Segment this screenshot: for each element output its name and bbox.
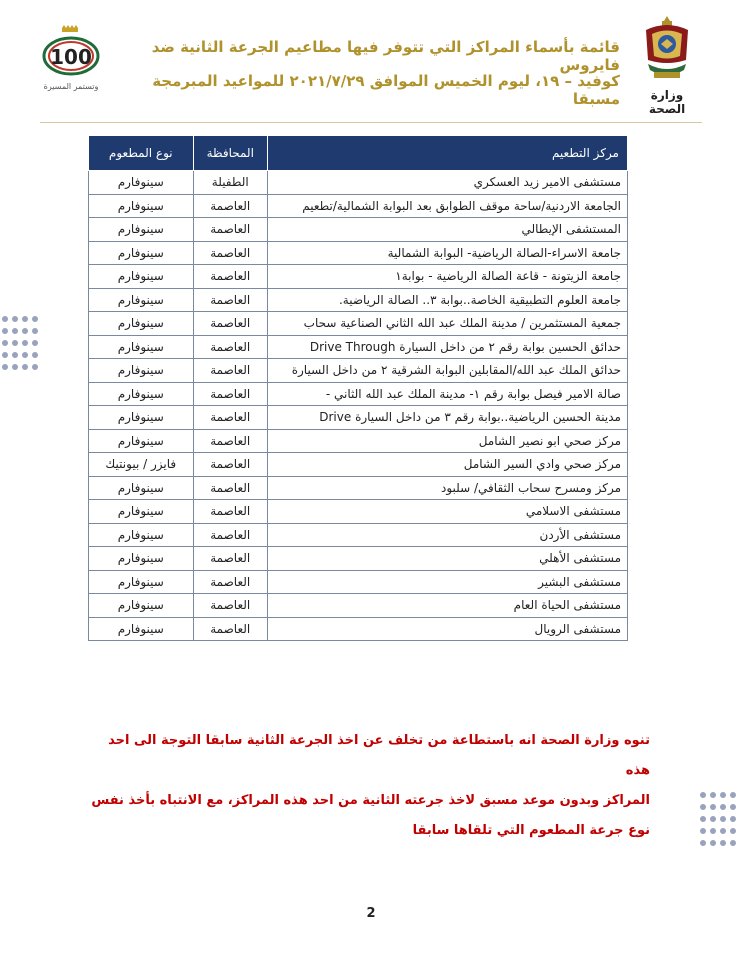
dot	[710, 840, 716, 846]
page-title-line1: قائمة بأسماء المراكز التي تتوفر فيها مطاعيم الجرعة الثانية ضد فايروس	[151, 38, 620, 74]
page-title-line2: كوفيد – ١٩، ليوم الخميس الموافق ٢٠٢١/٧/٢٩ للمواعيد المبرمجة مسبقا	[152, 72, 620, 108]
dot	[2, 364, 8, 370]
cell-center: مركز صحي ابو نصير الشامل	[267, 429, 627, 453]
cell-center: مركز ومسرح سحاب الثقافي/ سلبود	[267, 476, 627, 500]
table-header-row	[89, 136, 628, 171]
dot	[700, 816, 706, 822]
dot	[32, 340, 38, 346]
dot	[2, 352, 8, 358]
dot	[2, 328, 8, 334]
centennial-logo	[40, 24, 102, 92]
cell-governorate: العاصمة	[193, 359, 267, 383]
cell-vaccine: سينوفارم	[89, 335, 194, 359]
cell-vaccine: سينوفارم	[89, 406, 194, 430]
table-row	[89, 453, 628, 477]
cell-vaccine: سينوفارم	[89, 523, 194, 547]
header-center: مركز التطعيم	[267, 136, 627, 171]
cell-center: مستشفى الاسلامي	[267, 500, 627, 524]
table-row	[89, 312, 628, 336]
cell-center: حدائق الملك عبد الله/المقابلين البوابة الشرقية ٢ من داخل السيارة	[267, 359, 627, 383]
dot	[700, 792, 706, 798]
table-row	[89, 547, 628, 571]
cell-governorate: العاصمة	[193, 500, 267, 524]
table-row	[89, 194, 628, 218]
dot	[22, 328, 28, 334]
cell-vaccine: سينوفارم	[89, 547, 194, 571]
cell-vaccine: سينوفارم	[89, 171, 194, 195]
dot	[12, 316, 18, 322]
dot	[32, 316, 38, 322]
cell-governorate: العاصمة	[193, 335, 267, 359]
cell-governorate: العاصمة	[193, 547, 267, 571]
notice-line2: المراكز وبدون موعد مسبق لاخذ جرعته الثانية من احد هذه المراكز، مع الانتباه بأخذ نفس	[91, 793, 650, 808]
header-governorate: المحافظة	[193, 136, 267, 171]
cell-governorate: العاصمة	[193, 594, 267, 618]
dot	[730, 840, 736, 846]
table-row	[89, 218, 628, 242]
cell-center: الجامعة الاردنية/ساحة موقف الطوابق بعد البوابة الشمالية/تطعيم	[267, 194, 627, 218]
cell-center: جامعة الاسراء-الصالة الرياضية- البوابة الشمالية	[267, 241, 627, 265]
cell-governorate: العاصمة	[193, 218, 267, 242]
dot	[720, 816, 726, 822]
vaccination-centers-table	[88, 135, 628, 641]
notice-line3: نوع جرعة المطعوم التي تلقاها سابقا	[412, 823, 650, 838]
cell-center: مستشفى الحياة العام	[267, 594, 627, 618]
dot	[12, 364, 18, 370]
dot	[32, 364, 38, 370]
cell-center: مستشفى الرويال	[267, 617, 627, 641]
cell-vaccine: سينوفارم	[89, 617, 194, 641]
centennial-tagline: وتستمر المسيرة	[43, 82, 99, 91]
page-header	[0, 0, 742, 125]
dot	[22, 316, 28, 322]
cell-center: مدينة الحسين الرياضية..بوابة رقم ٣ من داخل السيارة Drive	[267, 406, 627, 430]
table-row	[89, 359, 628, 383]
cell-center: جامعة الزيتونة - قاعة الصالة الرياضية - بوابة١	[267, 265, 627, 289]
dot	[730, 792, 736, 798]
cell-governorate: العاصمة	[193, 265, 267, 289]
page-number: 2	[366, 906, 376, 921]
cell-vaccine: سينوفارم	[89, 241, 194, 265]
table-row	[89, 265, 628, 289]
dot	[22, 352, 28, 358]
cell-vaccine: سينوفارم	[89, 594, 194, 618]
cell-governorate: الطفيلة	[193, 171, 267, 195]
cell-governorate: العاصمة	[193, 453, 267, 477]
cell-governorate: العاصمة	[193, 429, 267, 453]
cell-vaccine: سينوفارم	[89, 265, 194, 289]
centennial-emblem-icon	[40, 24, 102, 78]
dot	[730, 816, 736, 822]
table-row	[89, 382, 628, 406]
cell-governorate: العاصمة	[193, 476, 267, 500]
dot	[12, 352, 18, 358]
dot	[700, 840, 706, 846]
cell-governorate: العاصمة	[193, 570, 267, 594]
dot	[22, 340, 28, 346]
cell-vaccine: سينوفارم	[89, 218, 194, 242]
centennial-number: 100	[50, 45, 92, 69]
cell-governorate: العاصمة	[193, 241, 267, 265]
header-divider	[40, 122, 702, 123]
cell-vaccine: سينوفارم	[89, 288, 194, 312]
table-row	[89, 594, 628, 618]
dot	[12, 328, 18, 334]
table-row	[89, 570, 628, 594]
table-row	[89, 406, 628, 430]
ministry-logo	[634, 14, 700, 116]
notice-text	[90, 726, 650, 846]
table-row	[89, 171, 628, 195]
cell-governorate: العاصمة	[193, 382, 267, 406]
cell-vaccine: سينوفارم	[89, 500, 194, 524]
cell-center: جامعة العلوم التطبيقية الخاصة..بوابة ٣.. الصالة الرياضية.	[267, 288, 627, 312]
cell-governorate: العاصمة	[193, 288, 267, 312]
notice-line1: تنوه وزارة الصحة انه باستطاعة من تخلف عن اخذ الجرعة الثانية سابقا التوجة الى احد هذه	[108, 733, 650, 778]
cell-center: المستشفى الإيطالي	[267, 218, 627, 242]
jordan-crest-icon	[640, 14, 694, 82]
dot	[710, 816, 716, 822]
cell-center: مستشفى الأهلي	[267, 547, 627, 571]
dot	[730, 804, 736, 810]
table-row	[89, 617, 628, 641]
cell-governorate: العاصمة	[193, 312, 267, 336]
dot	[720, 828, 726, 834]
cell-vaccine: سينوفارم	[89, 194, 194, 218]
cell-center: جمعية المستثمرين / مدينة الملك عبد الله الثاني الصناعية سحاب	[267, 312, 627, 336]
dot	[710, 792, 716, 798]
decorative-dots-right	[700, 792, 740, 852]
table-row	[89, 429, 628, 453]
dot	[32, 352, 38, 358]
cell-center: مستشفى البشير	[267, 570, 627, 594]
cell-center: مستشفى الامير زيد العسكري	[267, 171, 627, 195]
dot	[12, 340, 18, 346]
decorative-dots-left	[2, 316, 42, 376]
dot	[710, 828, 716, 834]
cell-governorate: العاصمة	[193, 406, 267, 430]
cell-center: حدائق الحسين بوابة رقم ٢ من داخل السيارة Drive Through	[267, 335, 627, 359]
table-row	[89, 241, 628, 265]
cell-vaccine: سينوفارم	[89, 359, 194, 383]
cell-vaccine: سينوفارم	[89, 570, 194, 594]
dot	[32, 328, 38, 334]
dot	[720, 840, 726, 846]
table-row	[89, 335, 628, 359]
dot	[710, 804, 716, 810]
cell-center: صالة الامير فيصل بوابة رقم ١- مدينة الملك عبد الله الثاني -	[267, 382, 627, 406]
table-row	[89, 523, 628, 547]
dot	[720, 804, 726, 810]
cell-vaccine: سينوفارم	[89, 476, 194, 500]
ministry-label: وزارة الصحة	[648, 88, 686, 116]
cell-center: مركز صحي وادي السير الشامل	[267, 453, 627, 477]
cell-vaccine: سينوفارم	[89, 312, 194, 336]
cell-vaccine: سينوفارم	[89, 429, 194, 453]
dot	[700, 804, 706, 810]
cell-vaccine: سينوفارم	[89, 382, 194, 406]
dot	[720, 792, 726, 798]
dot	[2, 316, 8, 322]
header-vaccine: نوع المطعوم	[89, 136, 194, 171]
cell-governorate: العاصمة	[193, 523, 267, 547]
dot	[700, 828, 706, 834]
cell-vaccine: فايزر / بيونتيك	[89, 453, 194, 477]
cell-center: مستشفى الأردن	[267, 523, 627, 547]
dot	[2, 340, 8, 346]
table-row	[89, 500, 628, 524]
dot	[730, 828, 736, 834]
table-row	[89, 476, 628, 500]
table-row	[89, 288, 628, 312]
cell-governorate: العاصمة	[193, 617, 267, 641]
dot	[22, 364, 28, 370]
cell-governorate: العاصمة	[193, 194, 267, 218]
